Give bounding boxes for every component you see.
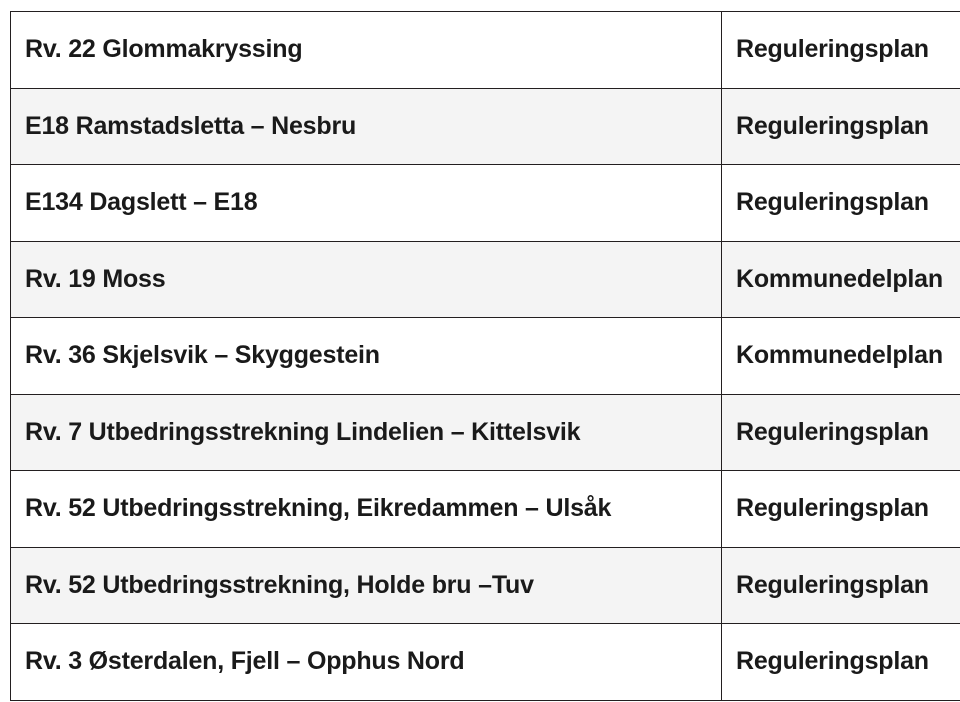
project-name-cell: E134 Dagslett – E18	[11, 165, 722, 242]
plan-table-container	[10, 11, 950, 701]
project-name-cell: E18 Ramstadsletta – Nesbru	[11, 88, 722, 165]
plan-type-cell: Reguleringsplan	[722, 394, 960, 471]
table-row	[11, 165, 960, 242]
project-name-cell: Rv. 7 Utbedringsstrekning Lindelien – Kittelsvik	[11, 394, 722, 471]
plan-type-cell: Reguleringsplan	[722, 471, 960, 548]
project-name-cell: Rv. 52 Utbedringsstrekning, Eikredammen – Ulsåk	[11, 471, 722, 548]
table-row	[11, 624, 960, 701]
table-row	[11, 394, 960, 471]
plan-type-cell: Reguleringsplan	[722, 165, 960, 242]
plan-type-cell: Kommunedelplan	[722, 241, 960, 318]
project-name-cell: Rv. 3 Østerdalen, Fjell – Opphus Nord	[11, 624, 722, 701]
project-name-cell: Rv. 19 Moss	[11, 241, 722, 318]
table-row	[11, 547, 960, 624]
table-row	[11, 241, 960, 318]
plan-type-cell: Reguleringsplan	[722, 547, 960, 624]
plan-type-cell: Reguleringsplan	[722, 624, 960, 701]
project-name-cell: Rv. 52 Utbedringsstrekning, Holde bru –Tuv	[11, 547, 722, 624]
plan-type-cell: Reguleringsplan	[722, 88, 960, 165]
table-row	[11, 318, 960, 395]
table-row	[11, 88, 960, 165]
plan-table	[10, 11, 960, 701]
table-row	[11, 471, 960, 548]
plan-type-cell: Kommunedelplan	[722, 318, 960, 395]
plan-table-body	[11, 12, 960, 701]
plan-type-cell: Reguleringsplan	[722, 12, 960, 89]
project-name-cell: Rv. 36 Skjelsvik – Skyggestein	[11, 318, 722, 395]
table-row	[11, 12, 960, 89]
project-name-cell: Rv. 22 Glommakryssing	[11, 12, 722, 89]
